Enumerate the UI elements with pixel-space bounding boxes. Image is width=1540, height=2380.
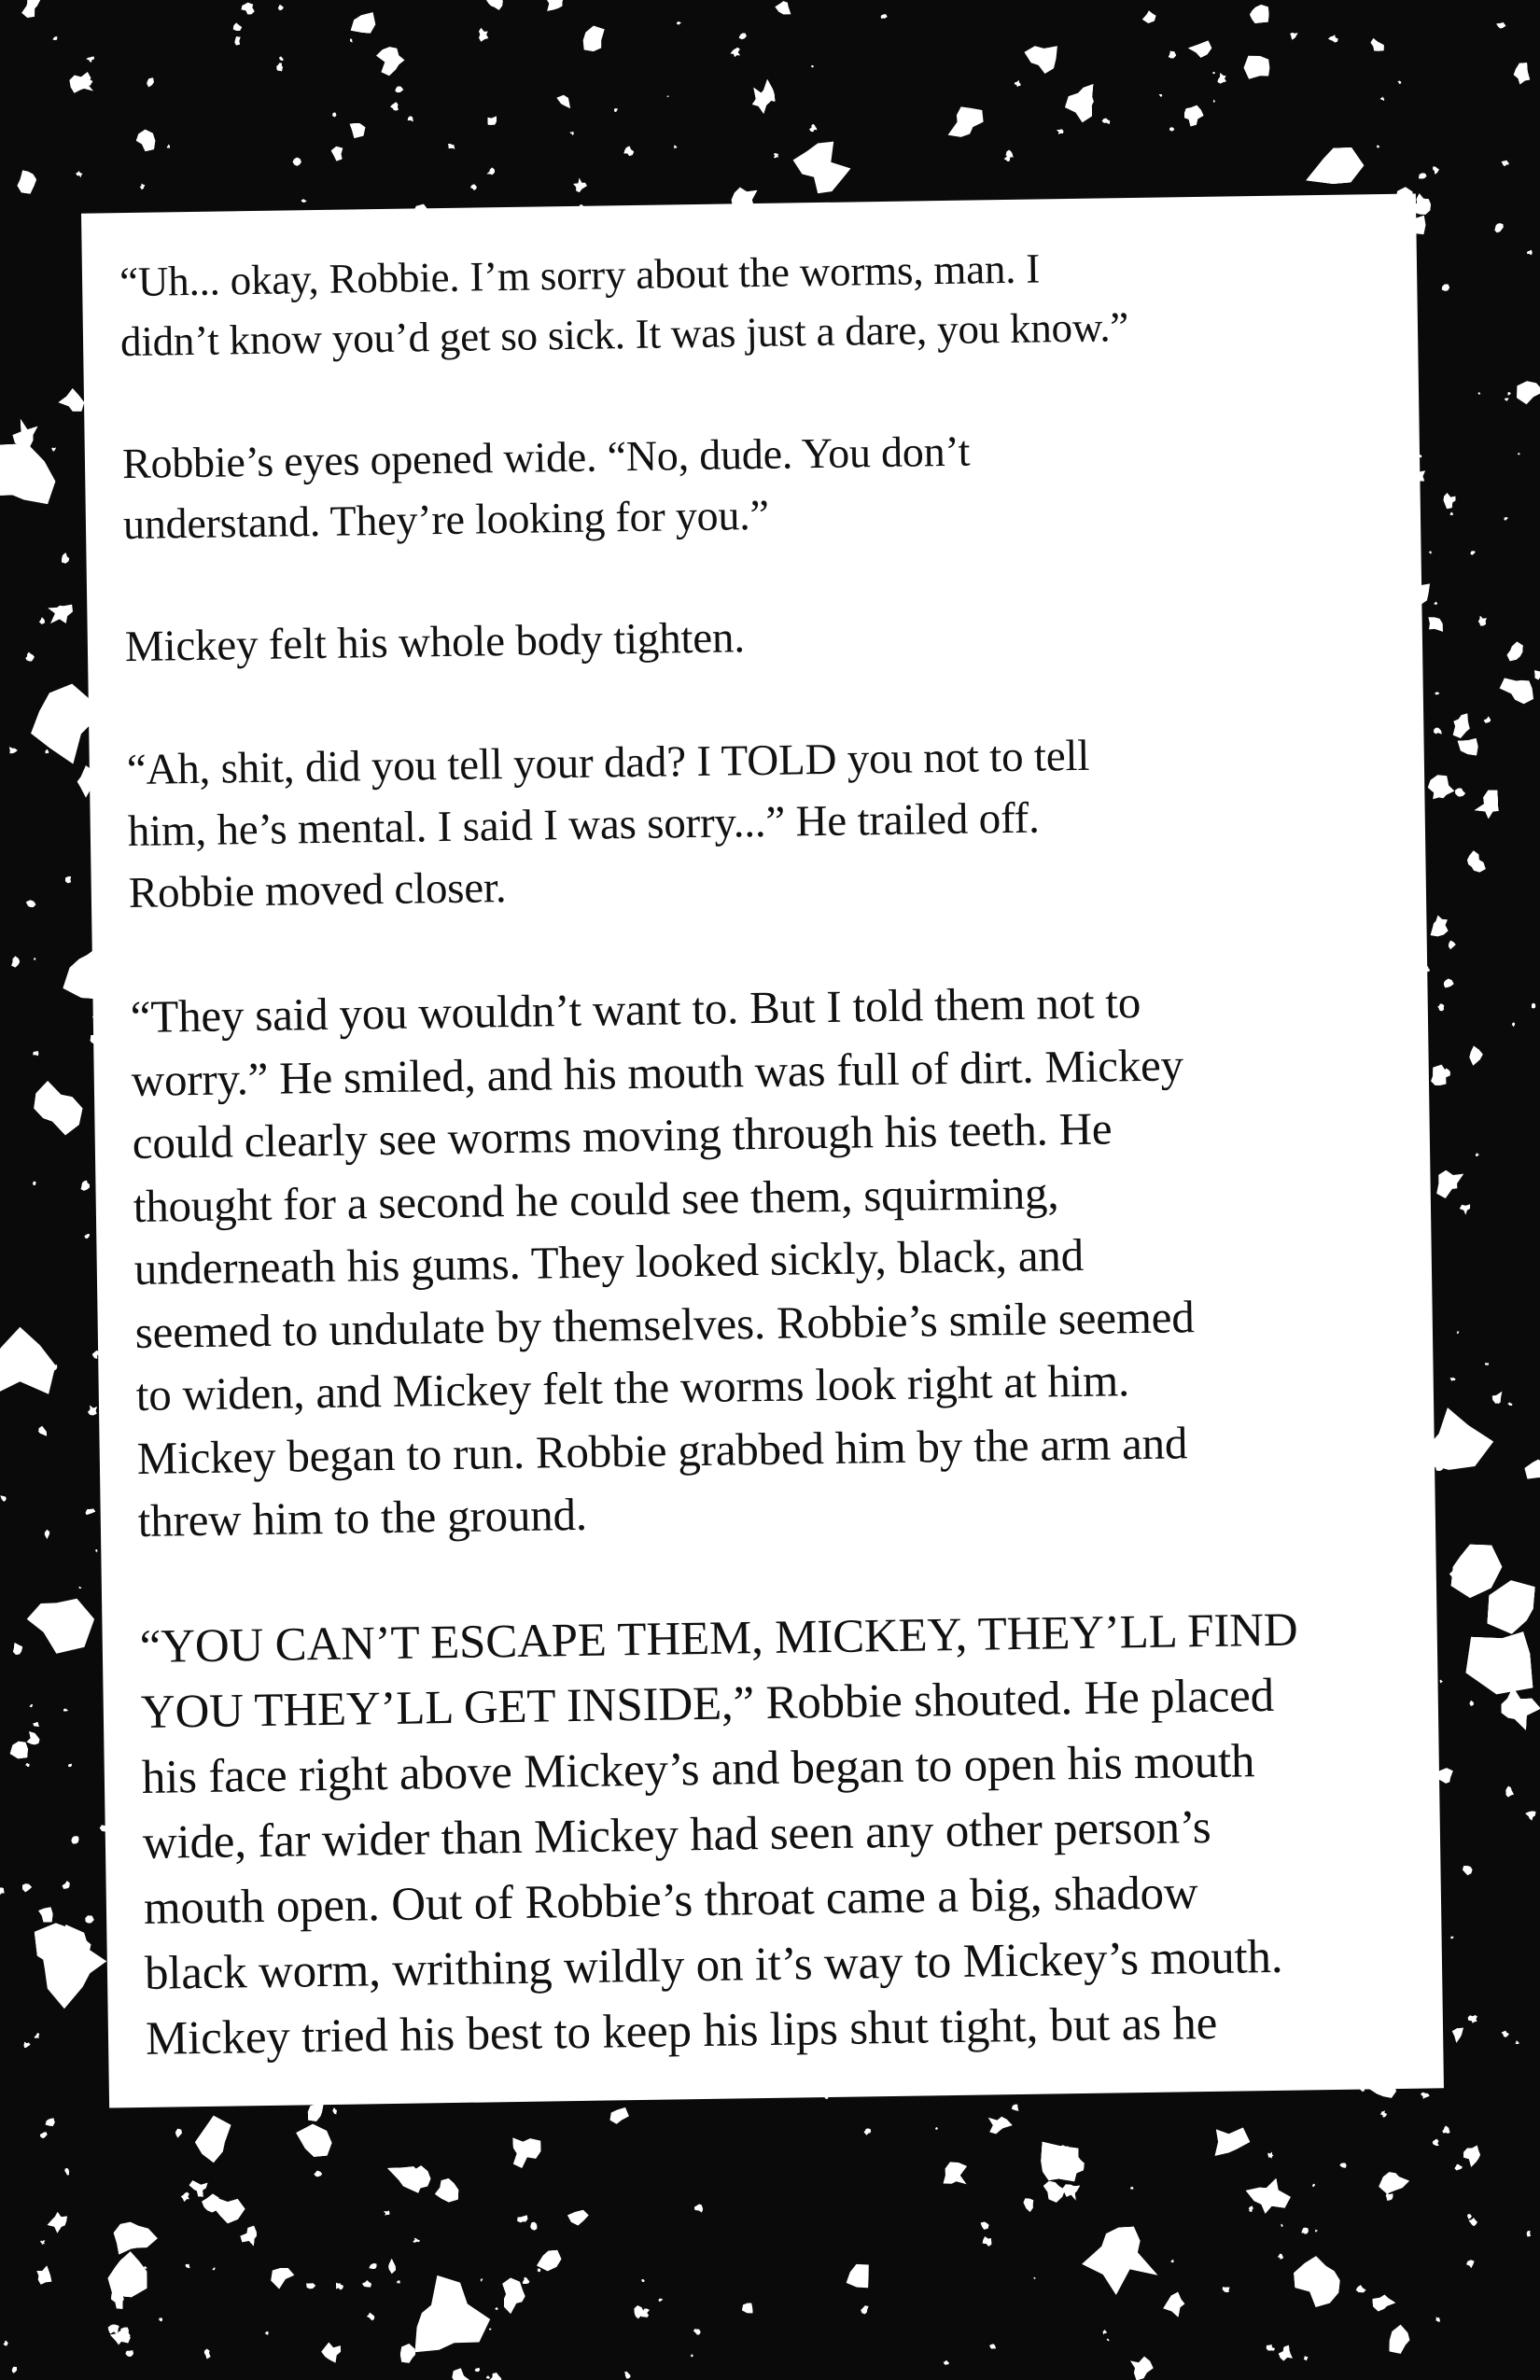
paragraph bbox=[130, 967, 1398, 1552]
text-line: “Ah, shit, did you tell your dad? I TOLD you not to tell bbox=[126, 731, 1090, 795]
paragraph bbox=[126, 721, 1389, 924]
text-line: him, he’s mental. I said I was sorry...” He trailed off. bbox=[127, 793, 1040, 857]
text-line: “YOU CAN’T ESCAPE THEM, MICKEY, THEY’LL FIND bbox=[139, 1603, 1298, 1673]
text-line: mouth open. Out of Robbie’s throat came a big, shadow bbox=[143, 1866, 1198, 1935]
paragraph bbox=[139, 1595, 1406, 2071]
text-line: wide, far wider than Mickey had seen any other person’s bbox=[142, 1800, 1211, 1869]
text-line: Robbie moved closer. bbox=[128, 863, 507, 918]
text-line: Mickey felt his whole body tighten. bbox=[124, 613, 746, 672]
text-line: worry.” He smiled, and his mouth was full of dirt. Mickey bbox=[131, 1038, 1184, 1106]
story-page bbox=[81, 194, 1444, 2108]
text-line: Mickey began to run. Robbie grabbed him by the arm and bbox=[136, 1416, 1188, 1484]
text-line: to widen, and Mickey felt the worms look right at him. bbox=[135, 1354, 1130, 1421]
text-line: underneath his gums. They looked sickly, black, and bbox=[133, 1228, 1085, 1295]
text-line: “They said you wouldn’t want to. But I told them not to bbox=[130, 975, 1141, 1043]
text-line: Mickey tried his best to keep his lips shut tight, but as he bbox=[145, 1996, 1218, 2065]
text-line: Robbie’s eyes opened wide. “No, dude. You don’t bbox=[121, 427, 971, 488]
text-line: seemed to undulate by themselves. Robbie’s smile seemed bbox=[134, 1290, 1195, 1358]
text-line: threw him to the ground. bbox=[137, 1488, 588, 1547]
text-line: understand. They’re looking for you.” bbox=[122, 490, 770, 549]
text-line: black worm, writhing wildly on it’s way to Mickey’s mouth. bbox=[144, 1930, 1283, 2000]
text-line: could clearly see worms moving through his teeth. He bbox=[132, 1102, 1113, 1169]
paragraph bbox=[122, 414, 1384, 554]
text-line: didn’t know you’d get so sick. It was just a dare, you know.” bbox=[119, 303, 1129, 366]
paragraph bbox=[124, 597, 1385, 678]
text-line: his face right above Mickey’s and began to open his mouth bbox=[141, 1734, 1255, 1804]
text-line: thought for a second he could see them, squirming, bbox=[133, 1166, 1059, 1232]
text-line: “Uh... okay, Robbie. I’m sorry about the worms, man. I bbox=[119, 245, 1041, 306]
text-line: YOU THEY’LL GET INSIDE,” Robbie shouted. He placed bbox=[140, 1669, 1275, 1739]
paragraph bbox=[119, 233, 1381, 371]
